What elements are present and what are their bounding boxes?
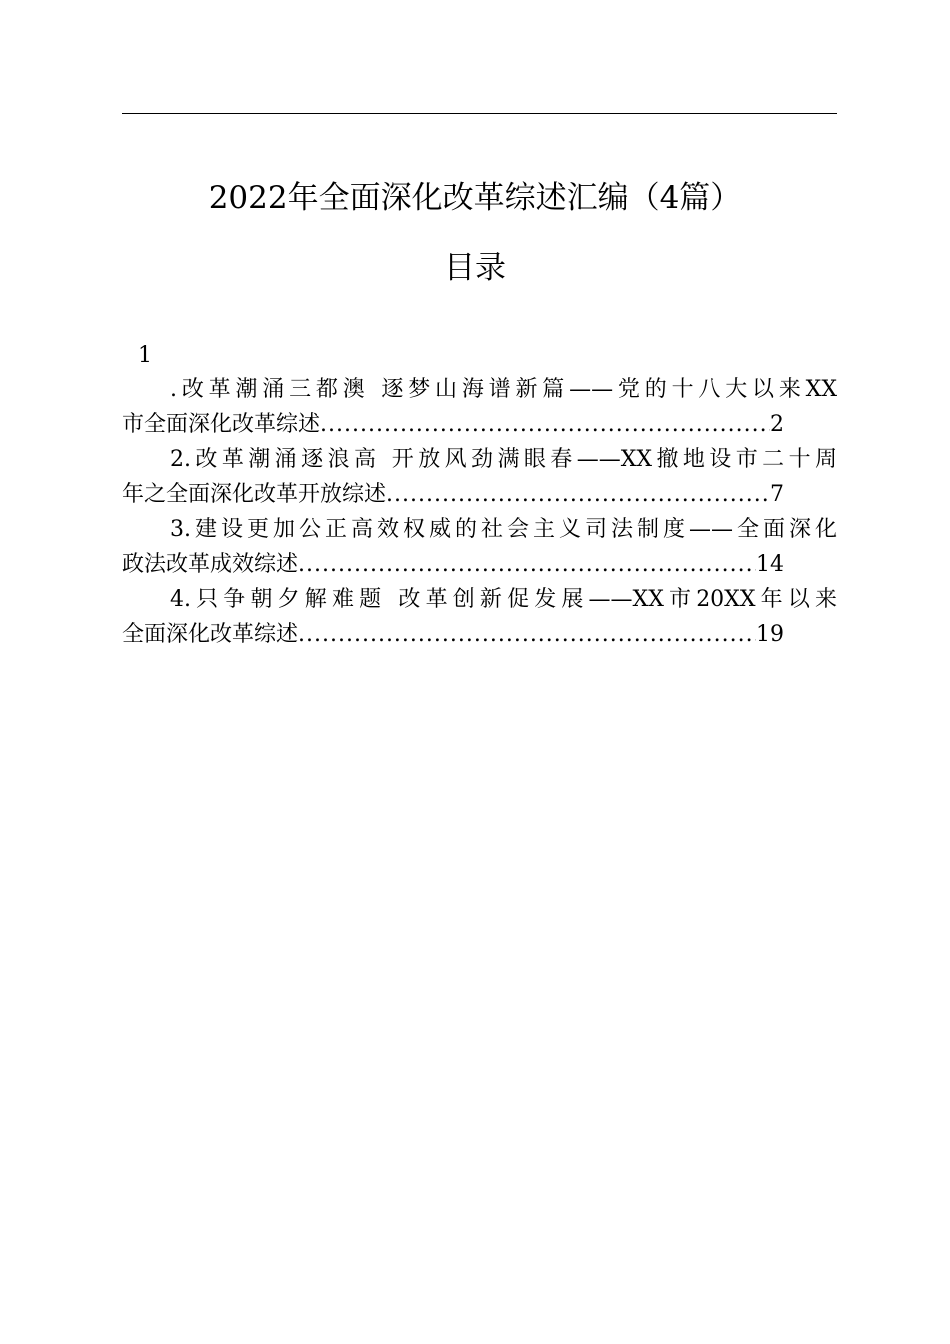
toc-leader-dots <box>298 547 756 582</box>
toc-entry-title: 4.只争朝夕解难题 改革创新促发展——XX市20XX年以来 <box>170 587 837 612</box>
toc-entry-2[interactable] <box>122 442 837 512</box>
toc-leader-dots <box>386 477 770 512</box>
toc-page-number: 7 <box>770 482 784 507</box>
toc-entry-title-tail: 市全面深化改革综述 <box>122 412 321 437</box>
toc-page-number: 14 <box>756 552 784 577</box>
document-title: 2022年全面深化改革综述汇编（4篇） <box>208 180 742 216</box>
toc-page-number: 2 <box>770 412 784 437</box>
toc-entry-1[interactable] <box>122 372 837 442</box>
table-of-contents <box>122 372 837 652</box>
toc-entry-continuation <box>122 617 784 652</box>
toc-entry-continuation <box>122 547 784 582</box>
toc-entry-3[interactable] <box>122 512 837 582</box>
toc-entry-title-tail: 年之全面深化改革开放综述 <box>122 482 387 507</box>
toc-number-line: 1 <box>138 343 152 368</box>
toc-entry-continuation <box>122 477 784 512</box>
toc-entry-title-tail: 全面深化改革综述 <box>122 622 299 647</box>
toc-leader-dots <box>298 617 756 652</box>
toc-heading: 目录 <box>444 250 506 286</box>
toc-entry-continuation <box>122 407 784 442</box>
toc-entry-title: 3.建设更加公正高效权威的社会主义司法制度——全面深化 <box>170 517 837 542</box>
toc-entry-4[interactable] <box>122 582 837 652</box>
toc-entry-title: .改革潮涌三都澳 逐梦山海谱新篇——党的十八大以来XX <box>170 377 837 402</box>
toc-page-number: 19 <box>756 622 784 647</box>
toc-entry-title: 2.改革潮涌逐浪高 开放风劲满眼春——XX撤地设市二十周 <box>170 447 837 472</box>
toc-leader-dots <box>320 407 770 442</box>
toc-entry-title-tail: 政法改革成效综述 <box>122 552 299 577</box>
header-rule <box>122 113 837 114</box>
